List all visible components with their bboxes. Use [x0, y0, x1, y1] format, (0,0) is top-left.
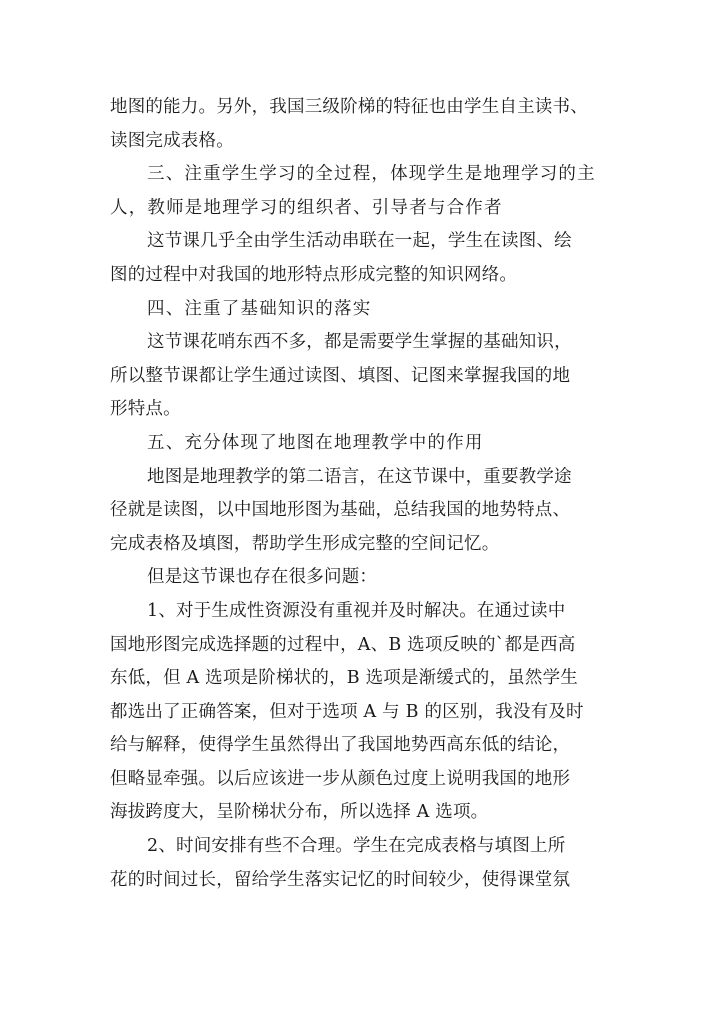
section-heading-4: 四、注重了基础知识的落实	[147, 298, 372, 319]
paragraph-line: 给与解释，使得学生虽然得出了我国地势西高东低的结论，	[110, 735, 571, 756]
paragraph-line: 但略显牵强。以后应该进一步从颜色过度上说明我国的地形	[110, 768, 571, 789]
paragraph-line: 形特点。	[110, 399, 181, 420]
section-heading-3-cont: 人，教师是地理学习的组织者、引导者与合作者	[110, 197, 503, 218]
paragraph-line: 花的时间过长，留给学生落实记忆的时间较少，使得课堂氛	[110, 869, 571, 890]
paragraph-line: 这节课几乎全由学生活动串联在一起，学生在读图、绘	[147, 231, 572, 252]
paragraph-line: 地图是地理教学的第二语言，在这节课中，重要教学途	[147, 466, 572, 487]
section-heading-5: 五、充分体现了地图在地理教学中的作用	[147, 432, 484, 453]
paragraph-line: 径就是读图，以中国地形图为基础，总结我国的地势特点、	[110, 500, 571, 521]
paragraph-line: 东低，但 A 选项是阶梯状的，B 选项是渐缓式的，虽然学生	[110, 668, 578, 689]
paragraph-line: 地图的能力。另外，我国三级阶梯的特征也由学生自主读书、	[110, 97, 588, 117]
paragraph-line: 图的过程中对我国的地形特点形成完整的知识网络。	[110, 264, 518, 285]
paragraph-line: 所以整节课都让学生通过读图、填图、记图来掌握我国的地	[110, 365, 571, 386]
paragraph-line: 这节课花哨东西不多，都是需要学生掌握的基础知识，	[147, 332, 572, 353]
paragraph-line: 完成表格及填图，帮助学生形成完整的空间记忆。	[110, 533, 500, 554]
paragraph-line: 海拔跨度大，呈阶梯状分布，所以选择 A 选项。	[110, 802, 489, 823]
paragraph-line: 国地形图完成选择题的过程中，A、B 选项反映的`都是西高	[110, 634, 576, 655]
document-body	[110, 91, 630, 897]
section-heading-3: 三、注重学生学习的全过程，体现学生是地理学习的主	[147, 164, 596, 185]
paragraph-line: 读图完成表格。	[110, 130, 234, 151]
numbered-item-1: 1、对于生成性资源没有重视并及时解决。在通过读中	[147, 600, 566, 621]
paragraph-line: 都选出了正确答案，但对于选项 A 与 B 的区别，我没有及时	[110, 701, 584, 722]
paragraph-line: 但是这节课也存在很多问题：	[147, 567, 378, 588]
numbered-item-2: 2、时间安排有些不合理。学生在完成表格与填图上所	[147, 836, 566, 857]
